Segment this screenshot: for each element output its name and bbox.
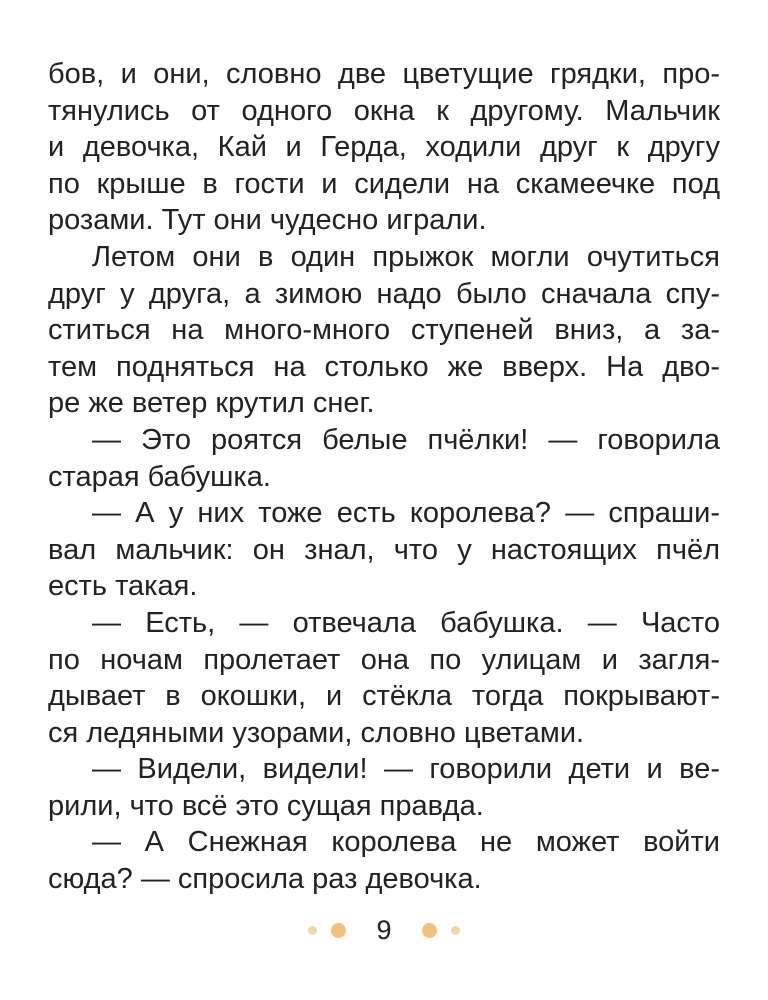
page-footer xyxy=(0,910,768,950)
page-number: 9 xyxy=(376,915,392,945)
text-line: — Это роятся белые пчёлки! — говорила xyxy=(92,423,720,456)
text-line: друг у друга, а зимою надо было сначала спу- xyxy=(48,277,720,310)
text-line: ститься на много-много ступеней вниз, а за- xyxy=(48,314,720,347)
text-line: есть такая. xyxy=(48,570,198,603)
text-line: по крыше в гости и сидели на скамеечке под xyxy=(48,167,720,200)
decorative-dot-icon xyxy=(308,926,317,935)
decorative-dot-icon xyxy=(331,923,346,938)
text-line: — Видели, видели! — говорили дети и ве- xyxy=(92,753,720,786)
decorative-dot-icon xyxy=(422,923,437,938)
decorative-dot-icon xyxy=(451,926,460,935)
text-line: тем подняться на столько же вверх. На дво- xyxy=(48,350,720,383)
text-line: по ночам пролетает она по улицам и загля- xyxy=(48,643,720,676)
text-line: — Есть, — отвечала бабушка. — Часто xyxy=(92,606,720,639)
text-line: рили, что всё это сущая правда. xyxy=(48,789,484,822)
text-line: — А у них тоже есть королева? — спраши- xyxy=(92,497,720,530)
text-line: бов, и они, словно две цветущие грядки, про- xyxy=(48,58,720,90)
text-line: ре же ветер крутил снег. xyxy=(48,387,375,420)
text-line: дывает в окошки, и стёкла тогда покрывают- xyxy=(48,680,720,713)
text-line: Летом они в один прыжок могли очутиться xyxy=(92,240,720,273)
text-line: сюда? — спросила раз девочка. xyxy=(48,863,482,896)
text-line: розами. Тут они чудесно играли. xyxy=(48,204,487,237)
text-line: вал мальчик: он знал, что у настоящих пчёл xyxy=(48,533,720,566)
text-line: и девочка, Кай и Герда, ходили друг к другу xyxy=(48,131,720,164)
text-line: ся ледяными узорами, словно цветами. xyxy=(48,716,585,749)
text-line: — А Снежная королева не может войти xyxy=(92,826,720,859)
page-text xyxy=(48,56,720,898)
text-line: тянулись от одного окна к другому. Мальчик xyxy=(48,94,720,127)
text-line: старая бабушка. xyxy=(48,460,271,493)
